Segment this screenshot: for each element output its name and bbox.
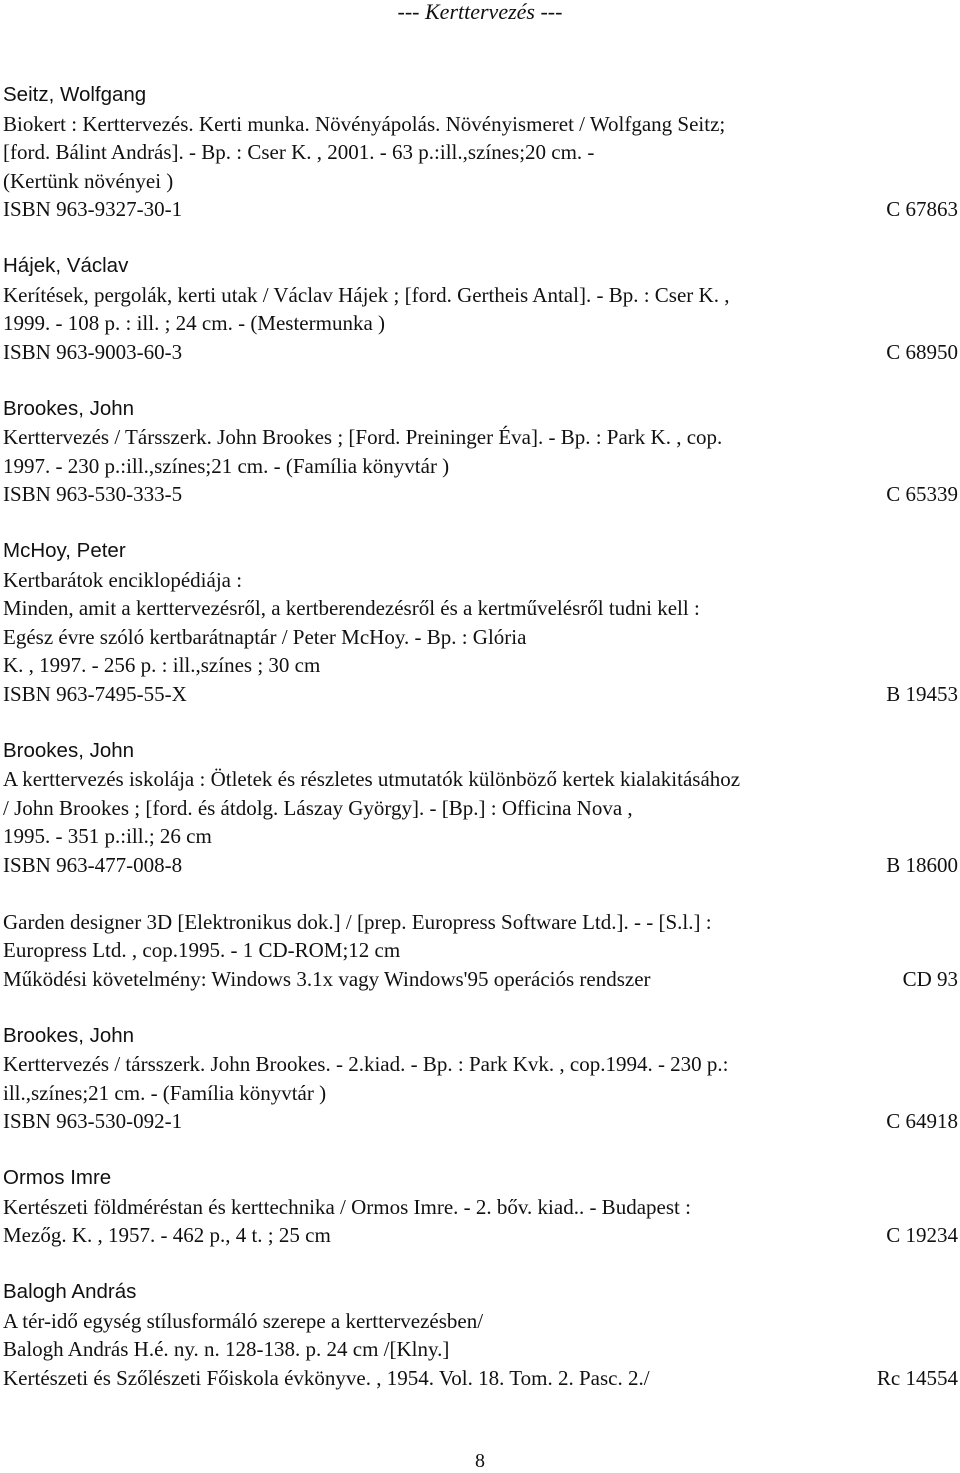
catalog-entry [3,537,958,708]
entry-isbn: ISBN 963-9327-30-1 [3,197,183,221]
entry-isbn-row [3,480,958,509]
entry-isbn-row [3,1221,958,1250]
entry-call-number: C 65339 [886,482,958,506]
entry-isbn-row [3,1364,958,1393]
entry-call-number: C 67863 [886,197,958,221]
entry-description-line: Kertészeti földméréstan és kerttechnika / Ormos Imre. - 2. bőv. kiad.. - Budapest : [3,1194,691,1219]
entry-isbn: ISBN 963-530-092-1 [3,1109,183,1133]
entry-description-line: ill.,színes;21 cm. - (Família könyvtár ) [3,1080,327,1105]
catalog-entry [3,81,958,224]
entry-description-line: Kerttervezés / társszerk. John Brookes. - 2.kiad. - Bp. : Park Kvk. , cop.1994. - 230 p.: [3,1052,729,1076]
entry-description-line: Kerttervezés / Társszerk. John Brookes ; [Ford. Preininger Éva]. - Bp. : Park K. , cop. [3,425,723,449]
entry-isbn: ISBN 963-530-333-5 [3,482,183,506]
entry-isbn-row [3,195,958,224]
entry-description-line: Balogh András H.é. ny. n. 128-138. p. 24 cm /[Klny.] [3,1337,450,1361]
entry-isbn: ISBN 963-477-008-8 [3,852,183,877]
catalog-entry [3,1164,958,1250]
entry-author: Hájek, Václav [3,254,129,277]
catalog-entry [3,1022,958,1136]
entry-isbn: Működési követelmény: Windows 3.1x vagy Windows'95 operációs rendszer [3,966,651,991]
entry-description-line: Minden, amit a kerttervezésről, a kertberendezésről és a kertművelésről tudni kell : [3,596,700,620]
entry-author: Balogh András [3,1280,137,1303]
entry-description-line: A tér-idő egység stílusformáló szerepe a kerttervezésben/ [3,1308,484,1333]
entry-author: Brookes, John [3,396,135,420]
catalog-entry [3,908,958,994]
entry-description-line: Kerítések, pergolák, kerti utak / Václav Hájek ; [ford. Gertheis Antal]. - Bp. : Cser K. , [3,282,730,307]
entry-call-number: Rc 14554 [876,1365,958,1390]
entry-description-line: Garden designer 3D [Elektronikus dok.] / [prep. Europress Software Ltd.]. - - [S.l.] : [3,909,712,934]
entry-call-number: C 19234 [886,1223,958,1247]
entry-isbn: ISBN 963-7495-55-X [3,681,187,706]
entry-isbn: ISBN 963-9003-60-3 [3,339,183,364]
entry-call-number: C 68950 [886,339,958,364]
entry-isbn: Kertészeti és Szőlészeti Főiskola évkönyve. , 1954. Vol. 18. Tom. 2. Pasc. 2./ [3,1365,650,1390]
catalog-entries [3,81,958,1421]
entry-author: Brookes, John [3,738,135,762]
entry-description-line: 1997. - 230 p.:ill.,színes;21 cm. - (Família könyvtár ) [3,453,450,478]
entry-isbn-row [3,1107,958,1136]
entry-description-line: (Kertünk növényei ) [3,168,174,193]
entry-description-line: Europress Ltd. , cop.1995. - 1 CD-ROM;12 cm [3,938,401,962]
entry-isbn: Mezőg. K. , 1957. - 462 p., 4 t. ; 25 cm [3,1223,331,1247]
entry-author: McHoy, Peter [3,539,126,562]
entry-description-line: / John Brookes ; [ford. és átdolg. Lászay György]. - [Bp.] : Officina Nova , [3,795,633,820]
entry-description-line: K. , 1997. - 256 p. : ill.,színes ; 30 cm [3,653,321,677]
entry-description-line: [ford. Bálint András]. - Bp. : Cser K. , 2001. - 63 p.:ill.,színes;20 cm. - [3,140,595,164]
entry-description-line: Egész évre szóló kertbarátnaptár / Peter McHoy. - Bp. : Glória [3,624,527,649]
entry-author: Ormos Imre [3,1166,112,1189]
entry-isbn-row [3,965,958,994]
catalog-entry [3,1278,958,1392]
entry-isbn-row [3,338,958,367]
entry-call-number: C 64918 [886,1109,958,1133]
entry-description-line: A kerttervezés iskolája : Ötletek és részletes utmutatók különböző kertek kialakitásához [3,767,741,791]
entry-author: Seitz, Wolfgang [3,83,147,106]
page-number: 8 [475,1450,485,1472]
entry-call-number: B 19453 [886,681,958,706]
entry-description-line: 1995. - 351 p.:ill.; 26 cm [3,824,212,848]
entry-call-number: B 18600 [886,852,958,877]
entry-call-number: CD 93 [902,966,958,991]
entry-description-line: Kertbarátok enciklopédiája : [3,567,243,592]
entry-isbn-row [3,680,958,709]
catalog-entry [3,395,958,509]
catalog-entry [3,737,958,880]
entry-description-line: Biokert : Kerttervezés. Kerti munka. Növényápolás. Növényismeret / Wolfgang Seitz; [3,111,726,136]
entry-isbn-row [3,851,958,880]
entry-author: Brookes, John [3,1023,135,1047]
catalog-entry [3,252,958,366]
page-title: --- Kerttervezés --- [397,0,563,24]
entry-description-line: 1999. - 108 p. : ill. ; 24 cm. - (Mestermunka ) [3,311,386,335]
